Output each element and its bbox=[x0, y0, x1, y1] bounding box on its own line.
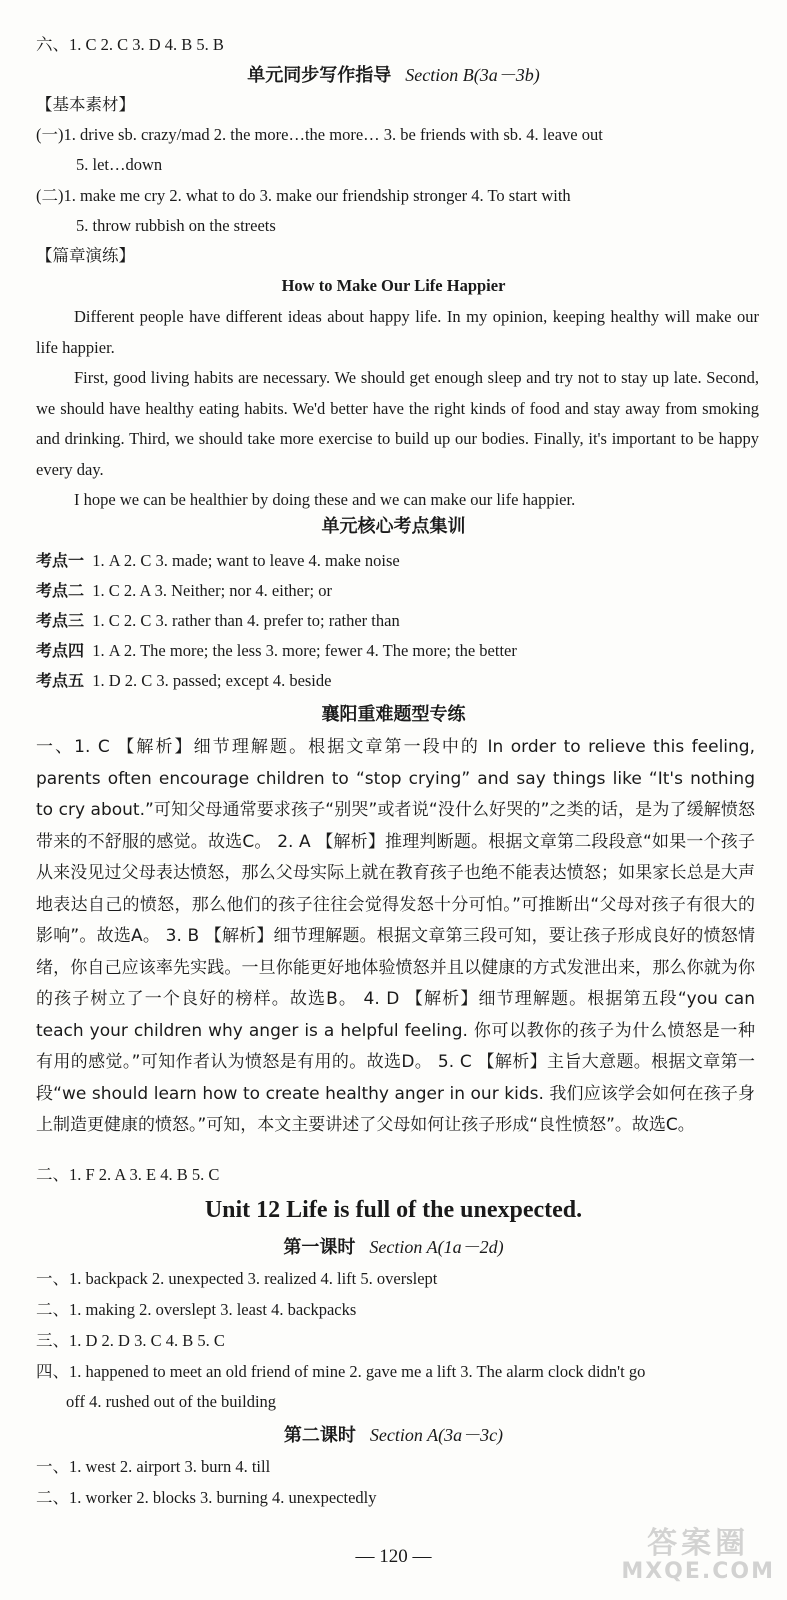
basic-material-label: 【基本素材】 bbox=[36, 95, 135, 114]
kaodian-1-answers: 1. A 2. C 3. made; want to leave 4. make noise bbox=[92, 551, 400, 570]
kaodian-5-label: 考点五 bbox=[36, 671, 85, 690]
kaodian-1-label: 考点一 bbox=[36, 551, 85, 570]
lesson-1-part-1: 一、1. backpack 2. unexpected 3. realized 4. lift 5. overslept bbox=[36, 1269, 438, 1288]
basic-material-2-cont: 5. throw rubbish on the streets bbox=[76, 216, 276, 235]
basic-material-2: (二)1. make me cry 2. what to do 3. make our friendship stronger 4. To start with bbox=[36, 186, 571, 205]
kaodian-2 bbox=[36, 576, 759, 606]
kaodian-2-label: 考点二 bbox=[36, 581, 85, 600]
essay-paragraph-2: First, good living habits are necessary. We should get enough sleep and try not to stay up late. Second, we should have healthy eating habits. We'd better have the right kinds of food and stay away from smoking and drinking. Third, we should take more exercise to build up our bodies. Finally, it's important to be happy every day. bbox=[36, 368, 759, 479]
practice-label: 【篇章演练】 bbox=[36, 246, 135, 265]
lesson-1-part-4: 四、1. happened to meet an old friend of mine 2. gave me a lift 3. The alarm clock didn't go bbox=[36, 1362, 646, 1381]
kaodian-5 bbox=[36, 666, 759, 696]
essay-paragraph-3: I hope we can be healthier by doing these and we can make our life happier. bbox=[74, 490, 576, 509]
answer-line-6: 六、1. C 2. C 3. D 4. B 5. B bbox=[36, 35, 224, 54]
kaodian-3-answers: 1. C 2. C 3. rather than 4. prefer to; rather than bbox=[92, 611, 400, 630]
xiangyang-part-2: 二、1. F 2. A 3. E 4. B 5. C bbox=[36, 1165, 220, 1184]
basic-material-1: (一)1. drive sb. crazy/mad 2. the more…the more… 3. be friends with sb. 4. leave out bbox=[36, 125, 603, 144]
writing-guide-zh: 单元同步写作指导 bbox=[247, 65, 392, 86]
unit-12-title: Unit 12 Life is full of the unexpected. bbox=[204, 1197, 583, 1223]
lesson-1-part-4-cont: off 4. rushed out of the building bbox=[66, 1392, 277, 1411]
kaodian-3 bbox=[36, 606, 759, 636]
essay-paragraph-1: Different people have different ideas about happy life. In my opinion, keeping healthy will make our life happier. bbox=[36, 307, 759, 357]
lesson-2-heading bbox=[0, 1420, 787, 1451]
xiangyang-heading: 襄阳重难题型专练 bbox=[321, 704, 466, 725]
lesson-1-part-2: 二、1. making 2. overslept 3. least 4. backpacks bbox=[36, 1300, 357, 1319]
writing-guide-heading bbox=[0, 60, 787, 91]
lesson-2-part-2: 二、1. worker 2. blocks 3. burning 4. unexpectedly bbox=[36, 1488, 377, 1507]
lesson-2-section: Section A(3a－3c) bbox=[369, 1425, 504, 1445]
lesson-1-part-3: 三、1. D 2. D 3. C 4. B 5. C bbox=[36, 1331, 225, 1350]
kaodian-4-answers: 1. A 2. The more; the less 3. more; fewer 4. The more; the better bbox=[92, 641, 517, 660]
lesson-2-part-1: 一、1. west 2. airport 3. burn 4. till bbox=[36, 1457, 271, 1476]
basic-material-1-cont: 5. let…down bbox=[76, 155, 163, 174]
kaodian-1 bbox=[36, 546, 759, 576]
essay-title: How to Make Our Life Happier bbox=[281, 276, 506, 295]
kaodian-4-label: 考点四 bbox=[36, 641, 85, 660]
kaodian-2-answers: 1. C 2. A 3. Neither; nor 4. either; or bbox=[92, 581, 332, 600]
lesson-1-heading bbox=[0, 1232, 787, 1263]
core-points-heading: 单元核心考点集训 bbox=[321, 516, 466, 537]
kaodian-5-answers: 1. D 2. C 3. passed; except 4. beside bbox=[92, 671, 332, 690]
kaodian-4 bbox=[36, 636, 759, 666]
writing-guide-section: Section B(3a－3b) bbox=[405, 65, 540, 85]
lesson-2-zh: 第二课时 bbox=[283, 1425, 356, 1446]
page-number: — 120 — bbox=[355, 1546, 432, 1567]
lesson-1-section: Section A(1a－2d) bbox=[369, 1237, 504, 1257]
watermark-logo bbox=[621, 1527, 775, 1584]
watermark-zh: 答案圈 bbox=[647, 1525, 750, 1561]
watermark-en: MXQE.COM bbox=[621, 1558, 775, 1584]
xiangyang-explanations: 一、1. C 【解析】细节理解题。根据文章第一段中的 In order to relieve this feeling, parents often encourage children to “stop crying” and say things like “It's nothing to cry about.”可知父母通常要求孩子“别哭”或者说“没什么好哭的”之类的话，是为了缓解愤怒带来的不舒服的感觉。故选C。 2. A 【解析】推理判断题。根据文章第二段段意“如果一个孩子从来没见过父母表达愤怒，那么父母实际上就在教育孩子也绝不能表达愤怒；如果家长总是大声地表达自己的愤怒，那么他们的孩子往往会觉得发怒十分可怕。”可推断出“父母对孩子有很大的影响”。故选A。 3. B 【解析】细节理解题。根据文章第三段可知，要让孩子形成良好的愤怒情绪，你自己应该率先实践。一旦你能更好地体验愤怒并且以健康的方式发泄出来，那么你就为你的孩子树立了一个良好的榜样。故选B。 4. D 【解析】细节理解题。根据第五段“you can teach your children why anger is a helpful feeling. 你可以教你的孩子为什么愤怒是一种有用的感觉。”可知作者认为愤怒是有用的。故选D。 5. C 【解析】主旨大意题。根据文章第一段“we should learn how to create healthy anger in our kids. 我们应该学会如何在孩子身上制造更健康的愤怒。”可知，本文主要讲述了父母如何让孩子形成“良性愤怒”。故选C。 bbox=[36, 737, 755, 1135]
kaodian-3-label: 考点三 bbox=[36, 611, 85, 630]
lesson-1-zh: 第一课时 bbox=[283, 1237, 356, 1258]
essay-body bbox=[36, 302, 759, 516]
